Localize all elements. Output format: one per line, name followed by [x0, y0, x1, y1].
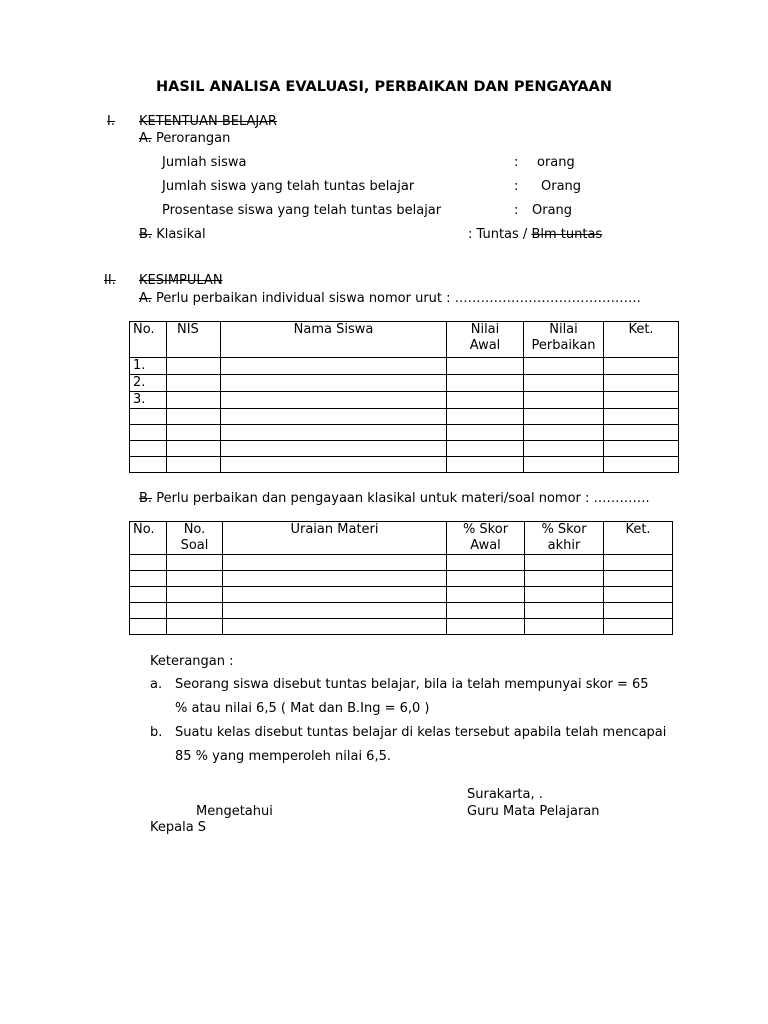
- th-nilai-awal: Nilai Awal: [447, 322, 524, 358]
- table-row: [130, 555, 673, 571]
- table-cell: [524, 457, 604, 473]
- table-klasikal: [129, 521, 673, 635]
- table-individual: [129, 321, 679, 473]
- table-cell: [221, 441, 447, 457]
- table-row: [130, 375, 679, 392]
- table-cell: [604, 441, 679, 457]
- section2-a-text: Perlu perbaikan individual siswa nomor urut : …………………………………….: [155, 291, 641, 306]
- table-cell: [447, 409, 524, 425]
- table-row: [130, 392, 679, 409]
- section2-heading: KESIMPULAN: [139, 273, 223, 288]
- table-row: [130, 571, 673, 587]
- th-no: No.: [130, 322, 167, 358]
- table-cell: [447, 619, 525, 635]
- table-cell: [221, 392, 447, 409]
- table-cell: [524, 441, 604, 457]
- table-cell: [130, 587, 167, 603]
- th2-no-soal: No. Soal: [167, 522, 223, 555]
- section1-heading: [139, 114, 277, 129]
- table-cell: [447, 571, 525, 587]
- table-cell: [223, 587, 447, 603]
- table-cell: [223, 603, 447, 619]
- section1-a: [139, 131, 230, 146]
- table-cell: [167, 571, 223, 587]
- section2-b-text: Perlu perbaikan dan pengayaan klasikal untuk materi/soal nomor : ………….: [156, 491, 650, 506]
- table-row: [130, 587, 673, 603]
- section1-b: [139, 227, 206, 242]
- table-cell: [525, 571, 604, 587]
- table-cell: [524, 392, 604, 409]
- th-nilai-perbaikan: Nilai Perbaikan: [524, 322, 604, 358]
- table-cell: [604, 571, 673, 587]
- table-cell: [167, 392, 221, 409]
- section1-b-label: Klasikal: [156, 227, 206, 242]
- section1-b-letter: B.: [139, 227, 153, 242]
- section1-a-letter: A.: [139, 131, 152, 146]
- table-cell: [221, 375, 447, 392]
- table-cell: [604, 619, 673, 635]
- th-nama-siswa: Nama Siswa: [221, 322, 447, 358]
- table-cell: [447, 441, 524, 457]
- table-row: [130, 619, 673, 635]
- table-cell: [167, 619, 223, 635]
- signature-place-date: Surakarta, .: [467, 787, 543, 802]
- table-cell: [447, 425, 524, 441]
- table-individual-header: [130, 322, 679, 358]
- table-cell: [447, 555, 525, 571]
- table-row: [130, 409, 679, 425]
- table-cell: [524, 409, 604, 425]
- table-cell: [524, 425, 604, 441]
- klasikal-value-text: : Tuntas /: [468, 227, 528, 242]
- table-cell: [167, 358, 221, 375]
- th-nis: NIS: [167, 322, 221, 358]
- klasikal-value-struck: Blm tuntas: [531, 227, 603, 242]
- row-jumlah-siswa-label: Jumlah siswa: [162, 155, 247, 170]
- note-b-line2: 85 % yang memperoleh nilai 6,5.: [175, 749, 391, 764]
- table-cell: [447, 603, 525, 619]
- table-row: [130, 441, 679, 457]
- table-cell: [167, 425, 221, 441]
- th-ket: Ket.: [604, 322, 679, 358]
- klasikal-value: [468, 227, 602, 242]
- table-cell: [223, 555, 447, 571]
- table-klasikal-header: [130, 522, 673, 555]
- row-tuntas-colon: :: [514, 179, 519, 194]
- notes-heading: Keterangan :: [150, 654, 234, 669]
- table-row: [130, 603, 673, 619]
- table-cell: [221, 425, 447, 441]
- table-cell: [221, 409, 447, 425]
- section2-b-letter: B.: [139, 491, 153, 506]
- section1-heading-text: KETENTUAN BELAJAR: [139, 114, 277, 129]
- table-cell: [604, 603, 673, 619]
- table-cell: [604, 358, 679, 375]
- note-b-letter: b.: [150, 725, 163, 740]
- table-cell: [524, 358, 604, 375]
- note-b-line1: Suatu kelas disebut tuntas belajar di kelas tersebut apabila telah mencapai: [175, 725, 667, 740]
- signature-teacher-role: Guru Mata Pelajaran: [467, 804, 600, 819]
- table-cell: [604, 587, 673, 603]
- table-cell: [525, 587, 604, 603]
- table-cell: [604, 375, 679, 392]
- section1-a-label: Perorangan: [155, 131, 231, 146]
- table-cell: [130, 603, 167, 619]
- section1-numeral: I.: [107, 114, 115, 129]
- table-cell: 3.: [130, 392, 167, 409]
- table-cell: [130, 409, 167, 425]
- table-cell: [604, 555, 673, 571]
- table-cell: [524, 375, 604, 392]
- note-a-line1: Seorang siswa disebut tuntas belajar, bila ia telah mempunyai skor = 65: [175, 677, 649, 692]
- table-cell: [604, 409, 679, 425]
- section2-b: [139, 491, 650, 506]
- table-cell: [167, 441, 221, 457]
- table-cell: [167, 587, 223, 603]
- table-cell: [604, 457, 679, 473]
- table-cell: [167, 603, 223, 619]
- row-prosentase-label: Prosentase siswa yang telah tuntas belajar: [162, 203, 442, 218]
- th2-skor-akhir: % Skor akhir: [525, 522, 604, 555]
- table-cell: [447, 375, 524, 392]
- table-cell: [130, 555, 167, 571]
- table-cell: [130, 571, 167, 587]
- row-tuntas-label: Jumlah siswa yang telah tuntas belajar: [162, 179, 415, 194]
- document-title: HASIL ANALISA EVALUASI, PERBAIKAN DAN PENGAYAAN: [156, 79, 612, 95]
- table-cell: [604, 392, 679, 409]
- table-cell: [221, 358, 447, 375]
- row-jumlah-siswa-value: orang: [537, 155, 575, 170]
- table-cell: 2.: [130, 375, 167, 392]
- table-cell: [167, 409, 221, 425]
- table-row: [130, 457, 679, 473]
- th2-skor-awal: % Skor Awal: [447, 522, 525, 555]
- note-a-letter: a.: [150, 677, 163, 692]
- table-cell: [167, 375, 221, 392]
- table-cell: [447, 392, 524, 409]
- section2-a-letter: A.: [139, 291, 152, 306]
- table-cell: [130, 425, 167, 441]
- signature-acknowledge: Mengetahui: [196, 804, 273, 819]
- th2-ket: Ket.: [604, 522, 673, 555]
- row-prosentase-value: Orang: [532, 203, 573, 218]
- th2-uraian-materi: Uraian Materi: [223, 522, 447, 555]
- section2-numeral: II.: [104, 273, 116, 288]
- row-tuntas-value: Orang: [541, 179, 582, 194]
- signature-head-role: Kepala S: [150, 820, 207, 835]
- section2-a: [139, 291, 641, 306]
- table-cell: [130, 619, 167, 635]
- table-cell: [221, 457, 447, 473]
- row-prosentase-colon: :: [514, 203, 519, 218]
- table-cell: [525, 619, 604, 635]
- table-cell: [130, 457, 167, 473]
- table-cell: [604, 425, 679, 441]
- table-cell: [525, 603, 604, 619]
- note-a-line2: % atau nilai 6,5 ( Mat dan B.Ing = 6,0 ): [175, 701, 430, 716]
- table-cell: [447, 358, 524, 375]
- th2-no: No.: [130, 522, 167, 555]
- table-cell: [167, 555, 223, 571]
- table-cell: 1.: [130, 358, 167, 375]
- table-cell: [223, 571, 447, 587]
- row-jumlah-siswa-colon: :: [514, 155, 519, 170]
- table-cell: [447, 457, 524, 473]
- table-cell: [525, 555, 604, 571]
- table-cell: [167, 457, 221, 473]
- table-cell: [223, 619, 447, 635]
- table-cell: [130, 441, 167, 457]
- table-cell: [447, 587, 525, 603]
- table-row: [130, 425, 679, 441]
- table-row: [130, 358, 679, 375]
